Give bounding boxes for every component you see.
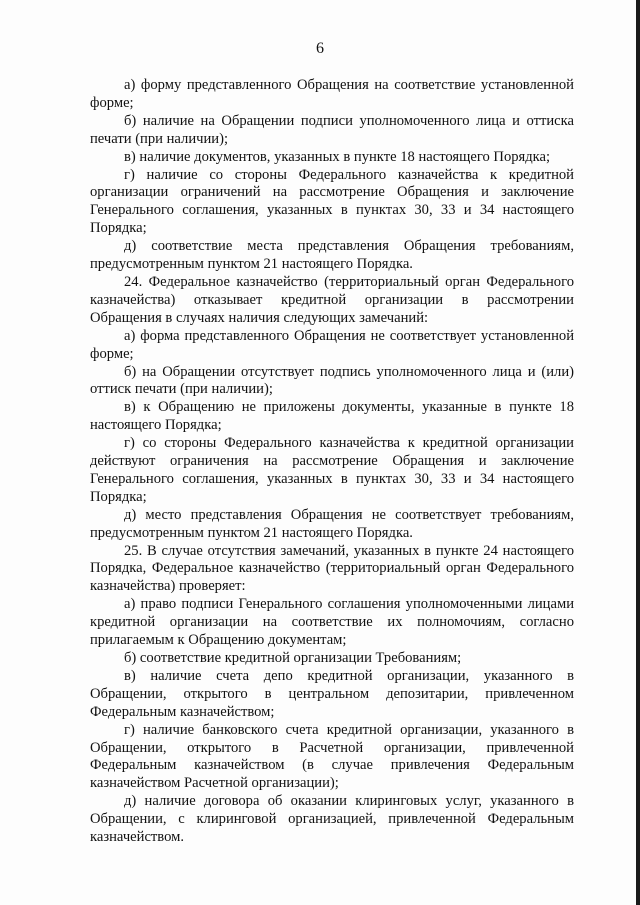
paragraph: 25. В случае отсутствия замечаний, указанных в пункте 24 настоящего Порядка, Федеральное казначейство (территориальный орган Федерального казначейства) проверяет:: [90, 542, 574, 595]
paragraph: в) к Обращению не приложены документы, указанные в пункте 18 настоящего Порядка;: [90, 399, 574, 434]
paragraph: б) наличие на Обращении подписи уполномоченного лица и оттиска печати (при наличии);: [90, 112, 574, 147]
document-body: [90, 77, 574, 847]
paragraph: г) со стороны Федерального казначейства к кредитной организации действуют ограничения на рассмотрение Обращения и заключение Генерального соглашения, указанных в пунктах 30, 33 и 34 настоящего Порядка;: [90, 435, 574, 505]
paragraph: а) право подписи Генерального соглашения уполномоченными лицами кредитной организации на соответствие их полномочиям, согласно прилагаемым к Обращению документам;: [90, 596, 574, 649]
paragraph: в) наличие документов, указанных в пункте 18 настоящего Порядка;: [124, 148, 551, 165]
paragraph: в) наличие счета депо кредитной организации, указанного в Обращении, открытого в центральном депозитарии, привлеченном Федеральным казначейством;: [90, 667, 574, 720]
paragraph: а) форма представленного Обращения не соответствует установленной форме;: [90, 327, 574, 362]
page-number: 6: [316, 40, 324, 57]
paragraph: б) соответствие кредитной организации Требованиям;: [124, 650, 462, 666]
paragraph: д) место представления Обращения не соответствует требованиям, предусмотренным пунктом 21 настоящего Порядка.: [90, 506, 574, 541]
paragraph: д) соответствие места представления Обращения требованиям, предусмотренным пунктом 21 настоящего Порядка.: [90, 238, 574, 273]
paragraph: д) наличие договора об оказании клиринговых услуг, указанного в Обращении, с клиринговой организацией, привлеченной Федеральным казначейством.: [90, 793, 574, 846]
paragraph: г) наличие со стороны Федерального казначейства к кредитной организации ограничений на рассмотрение Обращения и заключение Генерального соглашения, указанных в пунктах 30, 33 и 34 настоящего Порядка;: [90, 166, 574, 237]
scan-edge: [636, 0, 640, 905]
paragraph: 24. Федеральное казначейство (территориальный орган Федерального казначейства) отказывает кредитной организации в рассмотрении Обращения в случаях наличия следующих замечаний:: [90, 273, 574, 326]
paragraph: г) наличие банковского счета кредитной организации, указанного в Обращении, открытого в Расчетной организации, привлеченной Федеральным казначейством (в случае привлечения Федеральным казначейством Расчетной организации);: [90, 721, 574, 792]
paragraph: а) форму представленного Обращения на соответствие установленной форме;: [90, 77, 574, 111]
paragraph: б) на Обращении отсутствует подпись уполномоченного лица и (или) оттиск печати (при наличии);: [90, 363, 574, 398]
